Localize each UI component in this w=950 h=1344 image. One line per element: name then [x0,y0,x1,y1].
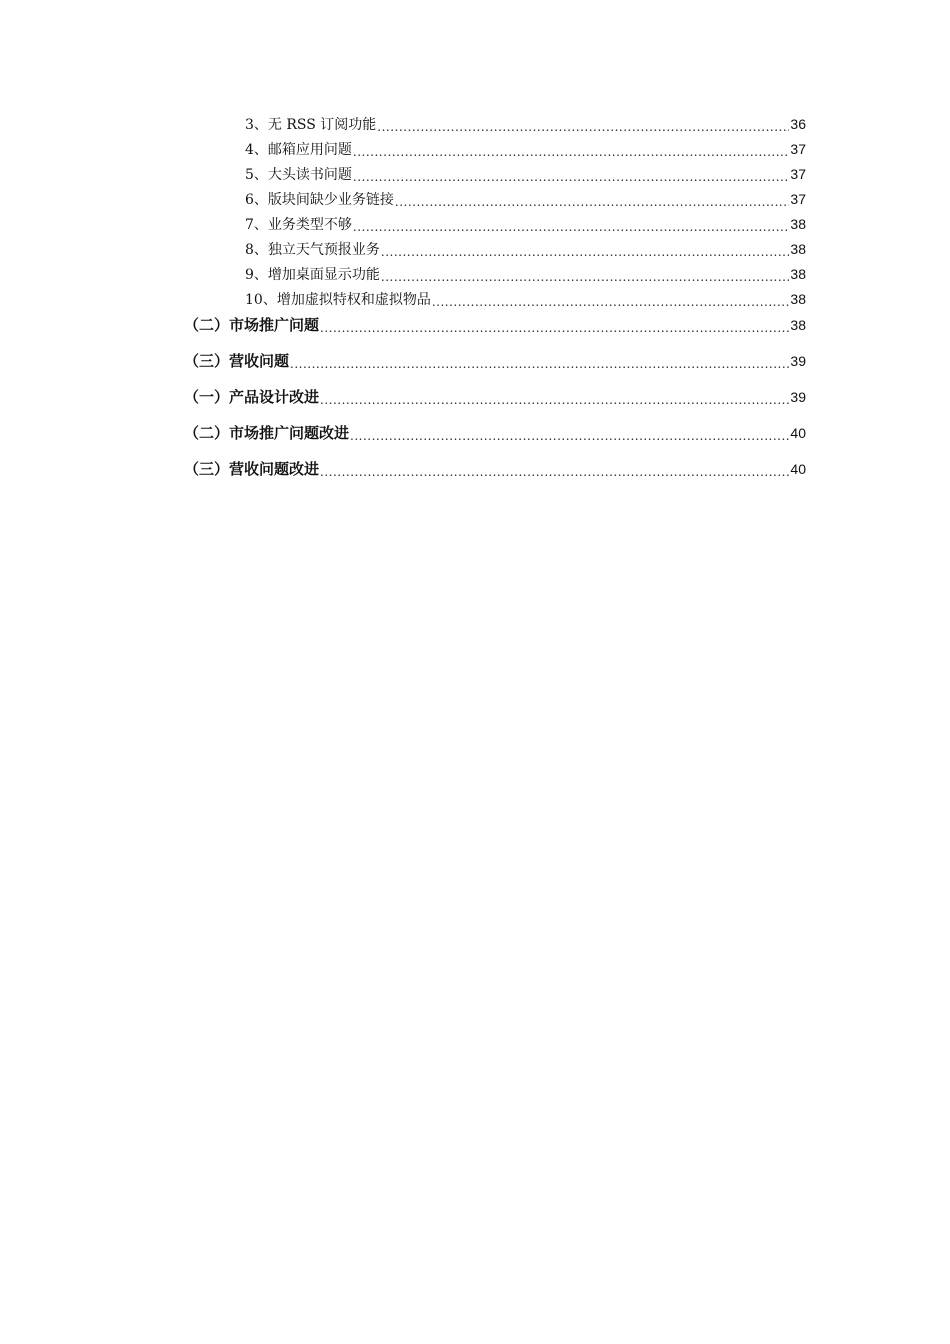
toc-entry[interactable] [0,214,806,239]
toc-entry-label: （一）产品设计改进 [184,388,320,406]
toc-entry-label: （二）市场推广问题改进 [184,424,350,442]
toc-dot-leader [377,119,789,133]
toc-entry[interactable] [0,386,806,422]
toc-dot-leader [395,194,790,208]
toc-page-number: 40 [790,425,806,441]
toc-entry-label: 9、增加桌面显示功能 [245,267,380,283]
toc-dot-leader [381,244,790,258]
toc-dot-leader [320,462,789,477]
toc-page-number: 37 [790,166,806,182]
toc-entry[interactable] [0,164,806,189]
toc-entry-label: 3、无 RSS 订阅功能 [245,117,377,133]
toc-entry[interactable] [0,314,806,350]
toc-page-number: 37 [790,191,806,207]
toc-entry[interactable] [0,264,806,289]
toc-entry[interactable] [0,114,806,139]
toc-page-number: 38 [790,291,806,307]
toc-page-number: 38 [790,266,806,282]
toc-page-number: 38 [790,216,806,232]
toc-page-number: 40 [790,461,806,477]
toc-dot-leader [353,144,790,158]
toc-entry-label: （二）市场推广问题 [184,316,320,334]
toc-entry[interactable] [0,239,806,264]
toc-entry-label: （三）营收问题改进 [184,460,320,478]
toc-dot-leader [320,390,789,405]
toc-entry[interactable] [0,289,806,314]
toc-entry-label: 7、业务类型不够 [245,217,352,233]
toc-entry[interactable] [0,422,806,458]
table-of-contents [0,114,950,494]
toc-entry-label: 8、独立天气预报业务 [245,242,380,258]
toc-page-number: 39 [790,353,806,369]
toc-entry-label: 10、增加虚拟特权和虚拟物品 [245,292,431,308]
toc-entry-label: 5、大头读书问题 [245,167,352,183]
toc-page-number: 39 [790,389,806,405]
toc-entry[interactable] [0,350,806,386]
toc-entry-label: （三）营收问题 [184,352,290,370]
toc-dot-leader [350,426,789,441]
toc-page-number: 37 [790,141,806,157]
toc-dot-leader [353,169,790,183]
toc-page-number: 38 [790,317,806,333]
toc-entry[interactable] [0,189,806,214]
toc-dot-leader [381,269,790,283]
toc-dot-leader [290,354,789,369]
toc-entry[interactable] [0,458,806,494]
toc-entry-label: 6、版块间缺少业务链接 [245,192,394,208]
toc-dot-leader [320,318,789,333]
toc-page-number: 38 [790,241,806,257]
toc-page-number: 36 [790,116,806,132]
toc-dot-leader [432,294,790,308]
toc-dot-leader [353,219,790,233]
toc-entry-label: 4、邮箱应用问题 [245,142,352,158]
toc-entry[interactable] [0,139,806,164]
